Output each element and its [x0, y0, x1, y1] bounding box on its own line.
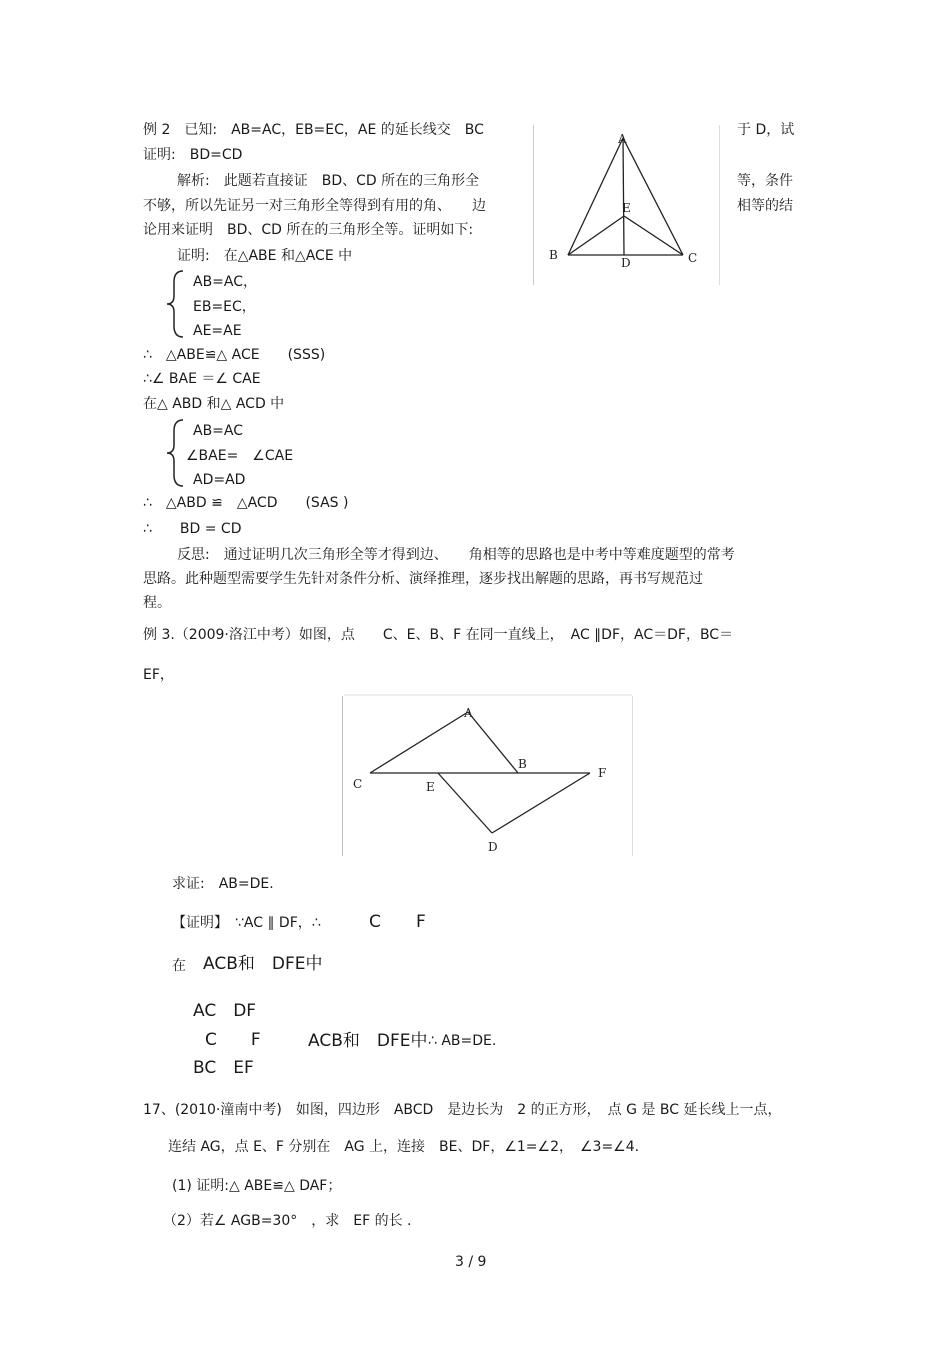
fig1-label-a: A [618, 132, 627, 146]
ex3-to-prove: 求证: AB=DE. [172, 876, 274, 892]
ex3-cond-2c: ∴ AB=DE. [428, 1033, 497, 1049]
q17-sub-1: (1) 证明:△ ABE≌△ DAF； [172, 1178, 342, 1194]
ex2-brace2-item-2: ∠BAE= ∠CAE [186, 448, 294, 464]
ex2-conclusion-3: ∴ △ABD ≌ △ACD (SAS ) [143, 495, 349, 511]
ex2-conclusion-4: ∴ BD = CD [143, 521, 242, 537]
fig2-label-a: A [464, 706, 473, 720]
ex2-brace1-item-3: AE=AE [193, 323, 242, 339]
ex2-proof-intro-2: 在△ ABD 和△ ACD 中 [143, 396, 285, 412]
brace-1 [163, 268, 187, 340]
ex3-proof-2a: 在 [172, 958, 186, 974]
ex2-conclusion-2: ∴∠ BAE ＝∠ CAE [143, 371, 261, 387]
ex3-line-2: EF， [143, 667, 174, 683]
ex3-cond-2b: ACB和 DFE中 [308, 1031, 428, 1051]
figure-two-triangles [342, 694, 634, 858]
fig1-label-c: C [688, 251, 698, 265]
ex2-brace1-item-2: EB=EC， [193, 299, 256, 315]
q17-line-2: 连结 AG，点 E、F 分别在 AG 上，连接 BE、DF，∠1=∠2， ∠3=∠4. [168, 1139, 640, 1155]
fig1-label-e: E [622, 201, 631, 215]
ex2-line-4b: 相等的结 [737, 198, 793, 214]
fig2-label-d: D [488, 840, 498, 854]
fig1-label-d: D [621, 256, 631, 270]
fig2-label-c: C [353, 777, 363, 791]
figure-triangle-abc [533, 122, 721, 287]
ex3-proof-2b: ACB和 DFE中 [203, 954, 323, 974]
ex2-reflection-1: 反思: 通过证明几次三角形全等才得到边、 角相等的思路也是中考中等难度题型的常考 [177, 547, 735, 563]
ex2-line-1b: 于 D，试 [737, 122, 795, 138]
fig2-label-b: B [518, 757, 527, 771]
ex2-brace2-item-3: AD=AD [193, 472, 246, 488]
ex2-proof-intro: 证明: 在△ABE 和△ACE 中 [177, 248, 353, 264]
ex3-proof-1a: 【证明】 ∵AC ∥ DF，∴ [172, 915, 321, 931]
page-number: 3 / 9 [455, 1254, 487, 1270]
ex2-reflection-2: 思路。此种题型需要学生先针对条件分析、演绎推理，逐步找出解题的思路，再书写规范过 [143, 571, 703, 587]
ex3-cond-1: AC DF [193, 1001, 257, 1021]
ex3-proof-1c: F [416, 912, 426, 932]
q17-line-1: 17、(2010·潼南中考) 如图，四边形 ABCD 是边长为 2 的正方形， 点 G 是 BC 延长线上一点， [143, 1102, 782, 1118]
ex3-proof-1b: C [369, 912, 381, 932]
ex3-cond-3: BC EF [193, 1058, 254, 1078]
ex2-conclusion-1: ∴ △ABE≌△ ACE (SSS) [143, 347, 326, 363]
ex2-line-1a: 例 2 已知: AB=AC，EB=EC，AE 的延长线交 BC [143, 122, 484, 138]
ex2-reflection-3: 程。 [143, 595, 171, 611]
ex3-cond-2: C F [205, 1030, 261, 1050]
fig2-label-e: E [426, 780, 435, 794]
ex2-line-3a: 解析: 此题若直接证 BD、CD 所在的三角形全 [177, 173, 480, 189]
brace-2 [163, 417, 187, 489]
fig1-label-b: B [549, 248, 558, 262]
ex2-line-2: 证明: BD=CD [143, 147, 243, 163]
fig2-label-f: F [598, 766, 607, 780]
ex2-line-3b: 等，条件 [737, 173, 793, 189]
q17-sub-2: （2）若∠ AGB=30° ，求 EF 的长 . [163, 1213, 412, 1229]
ex2-brace1-item-1: AB=AC， [193, 274, 258, 290]
ex3-line-1: 例 3.（2009·洛江中考）如图，点 C、E、B、F 在同一直线上， AC ∥DF，AC＝DF，BC＝ [143, 627, 734, 643]
ex2-brace2-item-1: AB=AC [193, 423, 244, 439]
ex2-line-4a: 不够，所以先证另一对三角形全等得到有用的角、 边 [143, 198, 486, 214]
ex2-line-5: 论用来证明 BD、CD 所在的三角形全等。证明如下: [143, 222, 474, 238]
